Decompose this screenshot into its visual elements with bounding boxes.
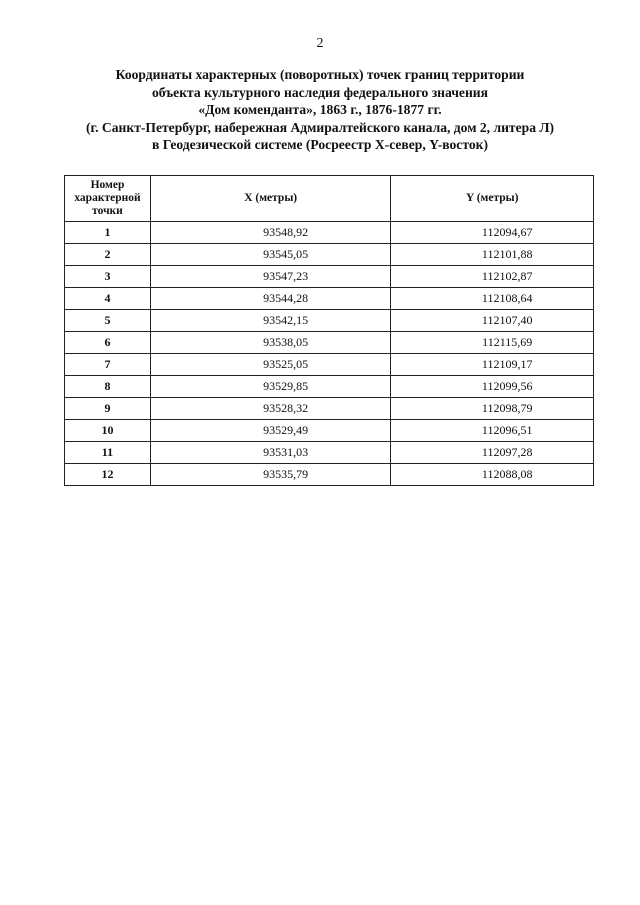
title-line-3: «Дом коменданта», 1863 г., 1876-1877 гг.	[198, 102, 442, 118]
header-point-number-line-1: Номер	[90, 179, 125, 191]
x-coordinate-cell: 93535,79	[150, 464, 390, 486]
y-coordinate-cell: 112109,17	[391, 354, 594, 376]
table-row	[65, 222, 594, 244]
point-number-cell: 7	[65, 354, 151, 376]
title-line-4: (г. Санкт-Петербург, набережная Адмиралтейского канала, дом 2, литера Л)	[85, 119, 555, 135]
table-row	[65, 354, 594, 376]
header-y-meters: Y (метры)	[391, 176, 594, 222]
table-row	[65, 266, 594, 288]
point-number-cell: 2	[65, 244, 151, 266]
x-coordinate-cell: 93525,05	[150, 354, 390, 376]
x-coordinate-cell: 93528,32	[150, 398, 390, 420]
y-coordinate-cell: 112097,28	[391, 442, 594, 464]
header-point-number-line-3: точки	[92, 205, 123, 217]
x-coordinate-cell: 93544,28	[150, 288, 390, 310]
x-coordinate-cell: 93529,85	[150, 376, 390, 398]
header-point-number-line-2: характерной	[74, 192, 141, 204]
y-coordinate-cell: 112094,67	[391, 222, 594, 244]
header-x-meters: X (метры)	[150, 176, 390, 222]
point-number-cell: 1	[65, 222, 151, 244]
x-coordinate-cell: 93538,05	[150, 332, 390, 354]
y-coordinate-cell: 112099,56	[391, 376, 594, 398]
table-row	[65, 464, 594, 486]
table-row	[65, 244, 594, 266]
point-number-cell: 12	[65, 464, 151, 486]
point-number-cell: 8	[65, 376, 151, 398]
y-coordinate-cell: 112096,51	[391, 420, 594, 442]
title-line-1: Координаты характерных (поворотных) точек границ территории	[115, 67, 525, 82]
x-coordinate-cell: 93529,49	[150, 420, 390, 442]
y-coordinate-cell: 112108,64	[391, 288, 594, 310]
table-row	[65, 332, 594, 354]
header-point-number	[65, 176, 151, 222]
page-number: 2	[316, 36, 324, 51]
title-line-2: объекта культурного наследия федерального значения	[152, 84, 488, 100]
table-row	[65, 398, 594, 420]
table-row	[65, 288, 594, 310]
table-body	[65, 222, 594, 486]
y-coordinate-cell: 112115,69	[391, 332, 594, 354]
point-number-cell: 4	[65, 288, 151, 310]
x-coordinate-cell: 93545,05	[150, 244, 390, 266]
y-coordinate-cell: 112102,87	[391, 266, 594, 288]
y-coordinate-cell: 112101,88	[391, 244, 594, 266]
table-row	[65, 310, 594, 332]
x-coordinate-cell: 93547,23	[150, 266, 390, 288]
y-coordinate-cell: 112088,08	[391, 464, 594, 486]
table-row	[65, 376, 594, 398]
point-number-cell: 6	[65, 332, 151, 354]
coordinates-table	[64, 175, 594, 486]
table-row	[65, 420, 594, 442]
x-coordinate-cell: 93531,03	[150, 442, 390, 464]
point-number-cell: 9	[65, 398, 151, 420]
point-number-cell: 5	[65, 310, 151, 332]
table-header-row	[65, 176, 594, 222]
table-row	[65, 442, 594, 464]
point-number-cell: 11	[65, 442, 151, 464]
document-title	[40, 66, 600, 154]
title-line-5: в Геодезической системе (Росреестр X-север, Y-восток)	[152, 137, 488, 153]
y-coordinate-cell: 112098,79	[391, 398, 594, 420]
point-number-cell: 10	[65, 420, 151, 442]
point-number-cell: 3	[65, 266, 151, 288]
x-coordinate-cell: 93548,92	[150, 222, 390, 244]
x-coordinate-cell: 93542,15	[150, 310, 390, 332]
y-coordinate-cell: 112107,40	[391, 310, 594, 332]
